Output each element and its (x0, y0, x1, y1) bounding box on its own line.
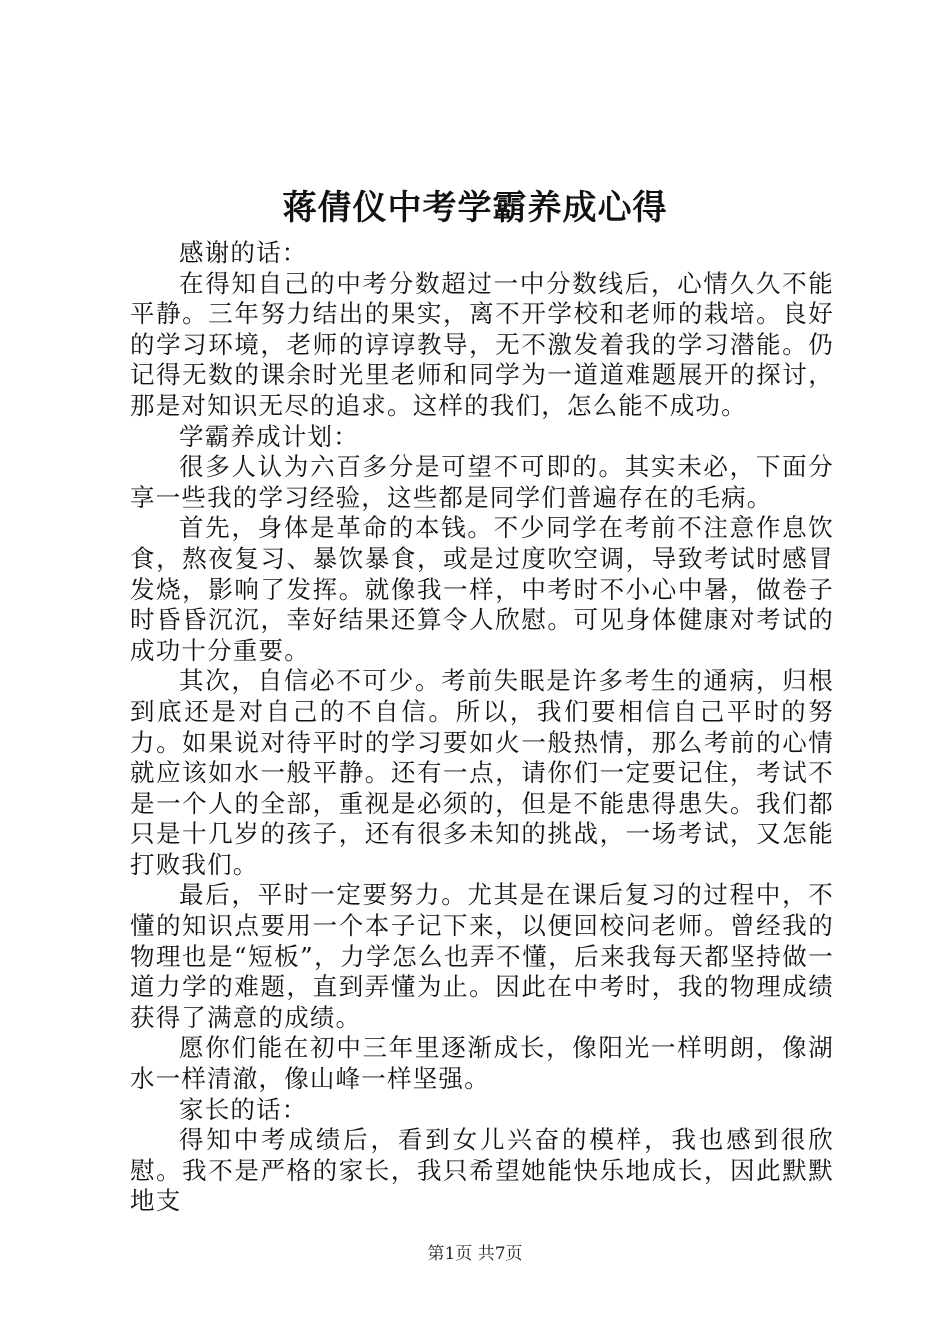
document-title: 蒋倩仪中考学霸养成心得 (282, 188, 668, 228)
paragraph-confidence: 其次，自信必不可少。考前失眠是许多考生的通病，归根到底还是对自己的不自信。所以，我们要相信自己平时的努力。如果说对待平时的学习要如火一般热情，那么考前的心情就应该如水一般平静。还有一点，请你们一定要记住，考试不是一个人的全部，重视是必须的，但是不能患得患失。我们都只是十几岁的孩子，还有很多未知的挑战，一场考试，又怎能打败我们。 (130, 666, 834, 879)
paragraph-thanks-heading: 感谢的话： (179, 238, 308, 267)
page-number-footer: 第1页 共7页 (427, 1244, 523, 1264)
paragraph-effort: 最后，平时一定要努力。尤其是在课后复习的过程中，不懂的知识点要用一个本子记下来，以便回校问老师。曾经我的物理也是“短板”，力学怎么也弄不懂，后来我每天都坚持做一道力学的难题，直到弄懂为止。因此在中考时，我的物理成绩获得了满意的成绩。 (130, 880, 834, 1032)
paragraph-health: 首先，身体是革命的本钱。不少同学在考前不注意作息饮食，熬夜复习、暴饮暴食，或是过度吹空调，导致考试时感冒发烧，影响了发挥。就像我一样，中考时不小心中暑，做卷子时昏昏沉沉，幸好结果还算令人欣慰。可见身体健康对考试的成功十分重要。 (130, 513, 834, 665)
paragraph-parent: 得知中考成绩后，看到女儿兴奋的模样，我也感到很欣慰。我不是严格的家长，我只希望她能快乐地成长，因此默默地支 (130, 1125, 834, 1216)
paragraph-parent-heading: 家长的话： (179, 1094, 308, 1124)
paragraph-thanks: 在得知自己的中考分数超过一中分数线后，心情久久不能平静。三年努力结出的果实，离不开学校和老师的栽培。良好的学习环境，老师的谆谆教导，无不激发着我的学习潜能。仍记得无数的课余时光里老师和同学为一道道难题展开的探讨，那是对知识无尽的追求。这样的我们，怎么能不成功。 (130, 268, 834, 420)
paragraph-wish: 愿你们能在初中三年里逐渐成长，像阳光一样明朗，像湖水一样清澈，像山峰一样坚强。 (130, 1033, 834, 1094)
paragraph-intro: 很多人认为六百多分是可望不可即的。其实未必，下面分享一些我的学习经验，这些都是同学们普遍存在的毛病。 (130, 452, 834, 512)
paragraph-plan-heading: 学霸养成计划： (179, 421, 359, 451)
document-body (130, 238, 834, 1217)
